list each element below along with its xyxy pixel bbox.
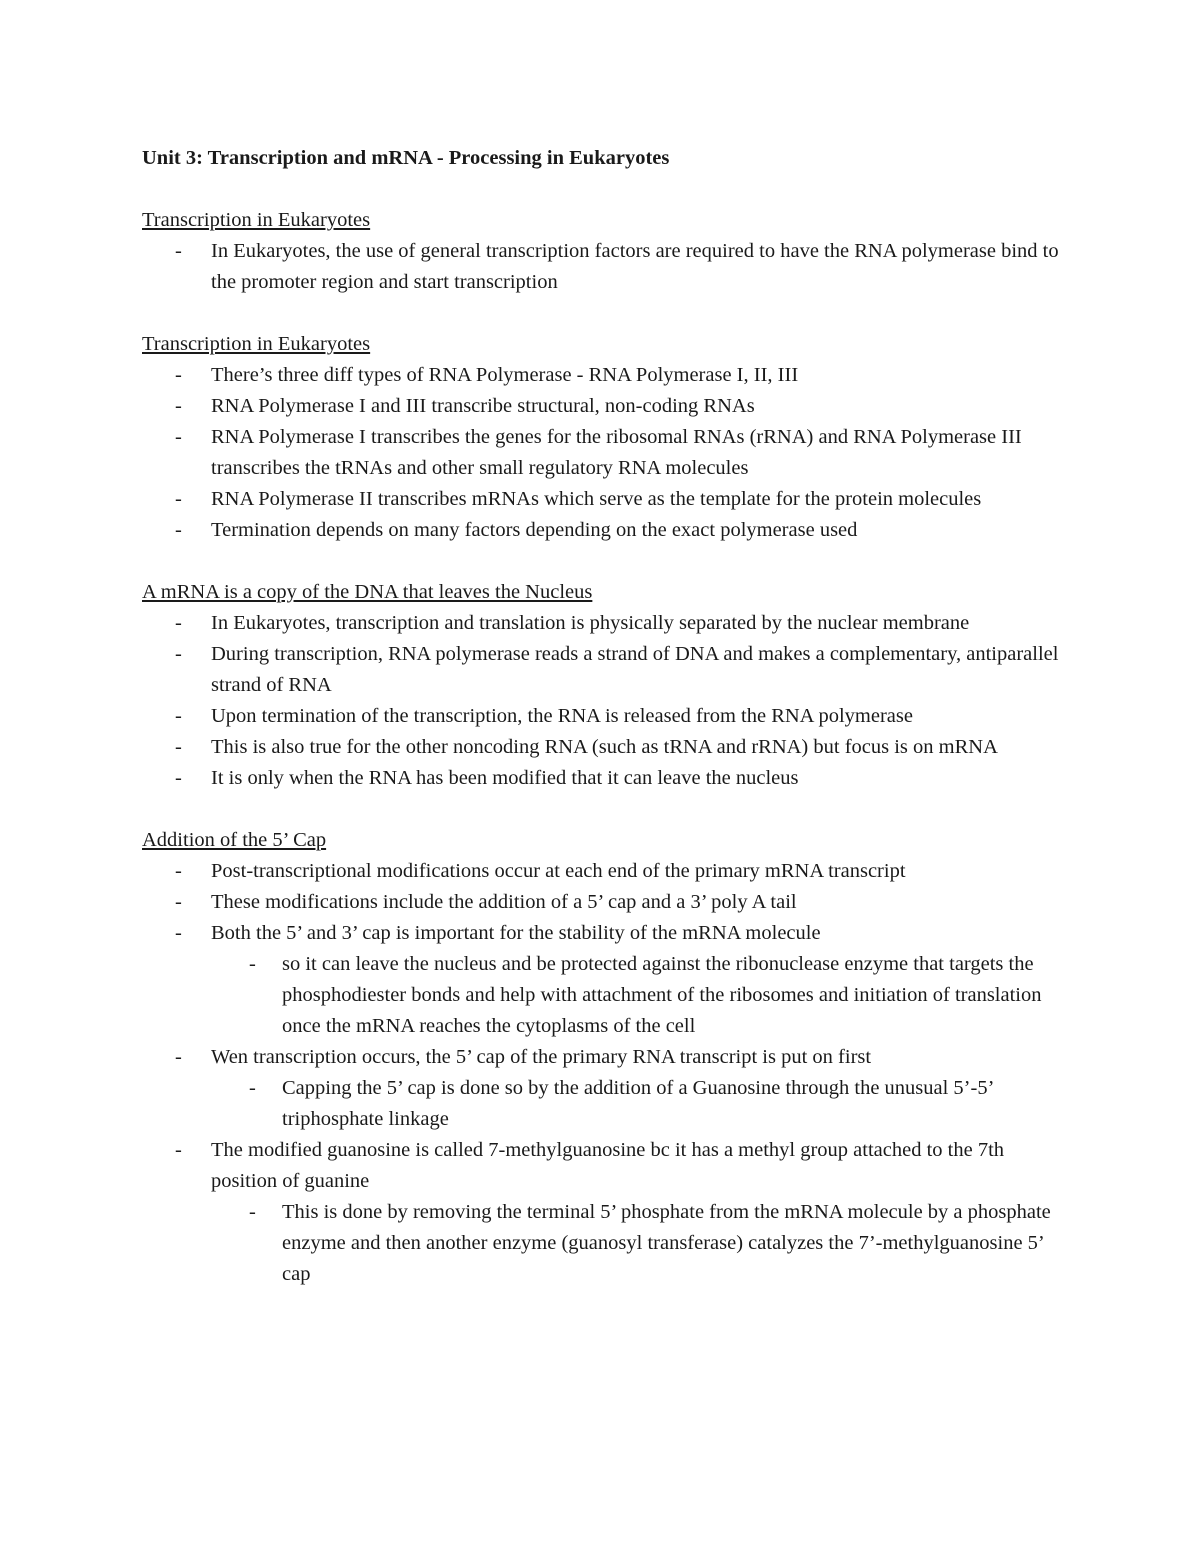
bullet-text: Upon termination of the transcription, the RNA is released from the RNA polymerase — [211, 705, 913, 727]
bullet-text: Both the 5’ and 3’ cap is important for the stability of the mRNA molecule — [211, 922, 821, 944]
bullet-item — [142, 856, 1072, 887]
bullet-item — [142, 236, 1072, 298]
bullet-dash: - — [175, 922, 182, 944]
bullet-item — [142, 1135, 1072, 1197]
bullet-item — [142, 515, 1072, 546]
bullet-dash: - — [175, 1046, 182, 1068]
bullet-text: Termination depends on many factors depending on the exact polymerase used — [211, 519, 858, 541]
bullet-dash: - — [175, 395, 182, 417]
bullet-dash: - — [175, 643, 182, 665]
section-heading: A mRNA is a copy of the DNA that leaves the Nucleus — [142, 581, 593, 603]
bullet-dash: - — [175, 736, 182, 758]
bullet-dash: - — [175, 767, 182, 789]
bullet-item — [142, 763, 1072, 794]
bullet-text: RNA Polymerase I transcribes the genes for the ribosomal RNAs (rRNA) and RNA Polymerase III transcribes the tRNAs and other small regulatory RNA molecules — [211, 426, 1022, 479]
bullet-dash: - — [175, 519, 182, 541]
bullet-text: RNA Polymerase II transcribes mRNAs which serve as the template for the protein molecules — [211, 488, 982, 510]
sub-bullet-item — [142, 1197, 1072, 1290]
section-heading: Addition of the 5’ Cap — [142, 829, 327, 851]
bullet-dash: - — [175, 612, 182, 634]
bullet-text: In Eukaryotes, transcription and translation is physically separated by the nuclear membrane — [211, 612, 970, 634]
bullet-item — [142, 701, 1072, 732]
bullet-text: It is only when the RNA has been modified that it can leave the nucleus — [211, 767, 799, 789]
bullet-text: Post-transcriptional modifications occur at each end of the primary mRNA transcript — [211, 860, 906, 882]
bullet-dash: - — [249, 1077, 256, 1099]
bullet-dash: - — [175, 240, 182, 262]
document-title: Unit 3: Transcription and mRNA - Processing in Eukaryotes — [142, 147, 670, 169]
bullet-item — [142, 887, 1072, 918]
bullet-text: This is also true for the other noncoding RNA (such as tRNA and rRNA) but focus is on mRNA — [211, 736, 998, 758]
bullet-dash: - — [249, 1201, 256, 1223]
section-mrna-copy — [142, 577, 1072, 794]
bullet-item — [142, 484, 1072, 515]
bullet-dash: - — [175, 860, 182, 882]
bullet-item — [142, 608, 1072, 639]
bullet-text: These modifications include the addition of a 5’ cap and a 3’ poly A tail — [211, 891, 797, 913]
bullet-text: Wen transcription occurs, the 5’ cap of the primary RNA transcript is put on first — [211, 1046, 872, 1068]
bullet-item — [142, 360, 1072, 391]
bullet-item — [142, 1042, 1072, 1073]
section-5-cap — [142, 825, 1072, 1290]
section-transcription-2 — [142, 329, 1072, 546]
bullet-dash: - — [175, 705, 182, 727]
section-heading: Transcription in Eukaryotes — [142, 333, 371, 355]
bullet-list — [142, 360, 1072, 546]
bullet-dash: - — [175, 1139, 182, 1161]
bullet-text: During transcription, RNA polymerase reads a strand of DNA and makes a complementary, antiparallel strand of RNA — [211, 643, 1059, 696]
bullet-dash: - — [175, 426, 182, 448]
section-heading: Transcription in Eukaryotes — [142, 209, 371, 231]
bullet-item — [142, 732, 1072, 763]
bullet-text: There’s three diff types of RNA Polymerase - RNA Polymerase I, II, III — [211, 364, 799, 386]
bullet-item — [142, 422, 1072, 484]
sub-bullet-item — [142, 1073, 1072, 1135]
bullet-dash: - — [249, 953, 256, 975]
bullet-dash: - — [175, 364, 182, 386]
bullet-text: This is done by removing the terminal 5’ phosphate from the mRNA molecule by a phosphate enzyme and then another enzyme (guanosyl transferase) catalyzes the 7’-methylguanosine 5’ cap — [282, 1201, 1051, 1285]
bullet-dash: - — [175, 891, 182, 913]
bullet-text: Capping the 5’ cap is done so by the addition of a Guanosine through the unusual 5’-5’ triphosphate linkage — [282, 1077, 993, 1130]
bullet-list — [142, 236, 1072, 298]
bullet-item — [142, 918, 1072, 949]
sub-bullet-item — [142, 949, 1072, 1042]
document-page — [142, 143, 1072, 1290]
bullet-item — [142, 639, 1072, 701]
bullet-dash: - — [175, 488, 182, 510]
bullet-list — [142, 856, 1072, 1290]
bullet-list — [142, 608, 1072, 794]
bullet-text: so it can leave the nucleus and be protected against the ribonuclease enzyme that targets the phosphodiester bonds and help with attachment of the ribosomes and initiation of translation once the mRNA reaches the cytoplasms of the cell — [282, 953, 1042, 1037]
section-transcription-1 — [142, 205, 1072, 298]
bullet-text: In Eukaryotes, the use of general transcription factors are required to have the RNA polymerase bind to the promoter region and start transcription — [211, 240, 1059, 293]
bullet-text: The modified guanosine is called 7-methylguanosine bc it has a methyl group attached to the 7th position of guanine — [211, 1139, 1005, 1192]
bullet-item — [142, 391, 1072, 422]
bullet-text: RNA Polymerase I and III transcribe structural, non-coding RNAs — [211, 395, 755, 417]
